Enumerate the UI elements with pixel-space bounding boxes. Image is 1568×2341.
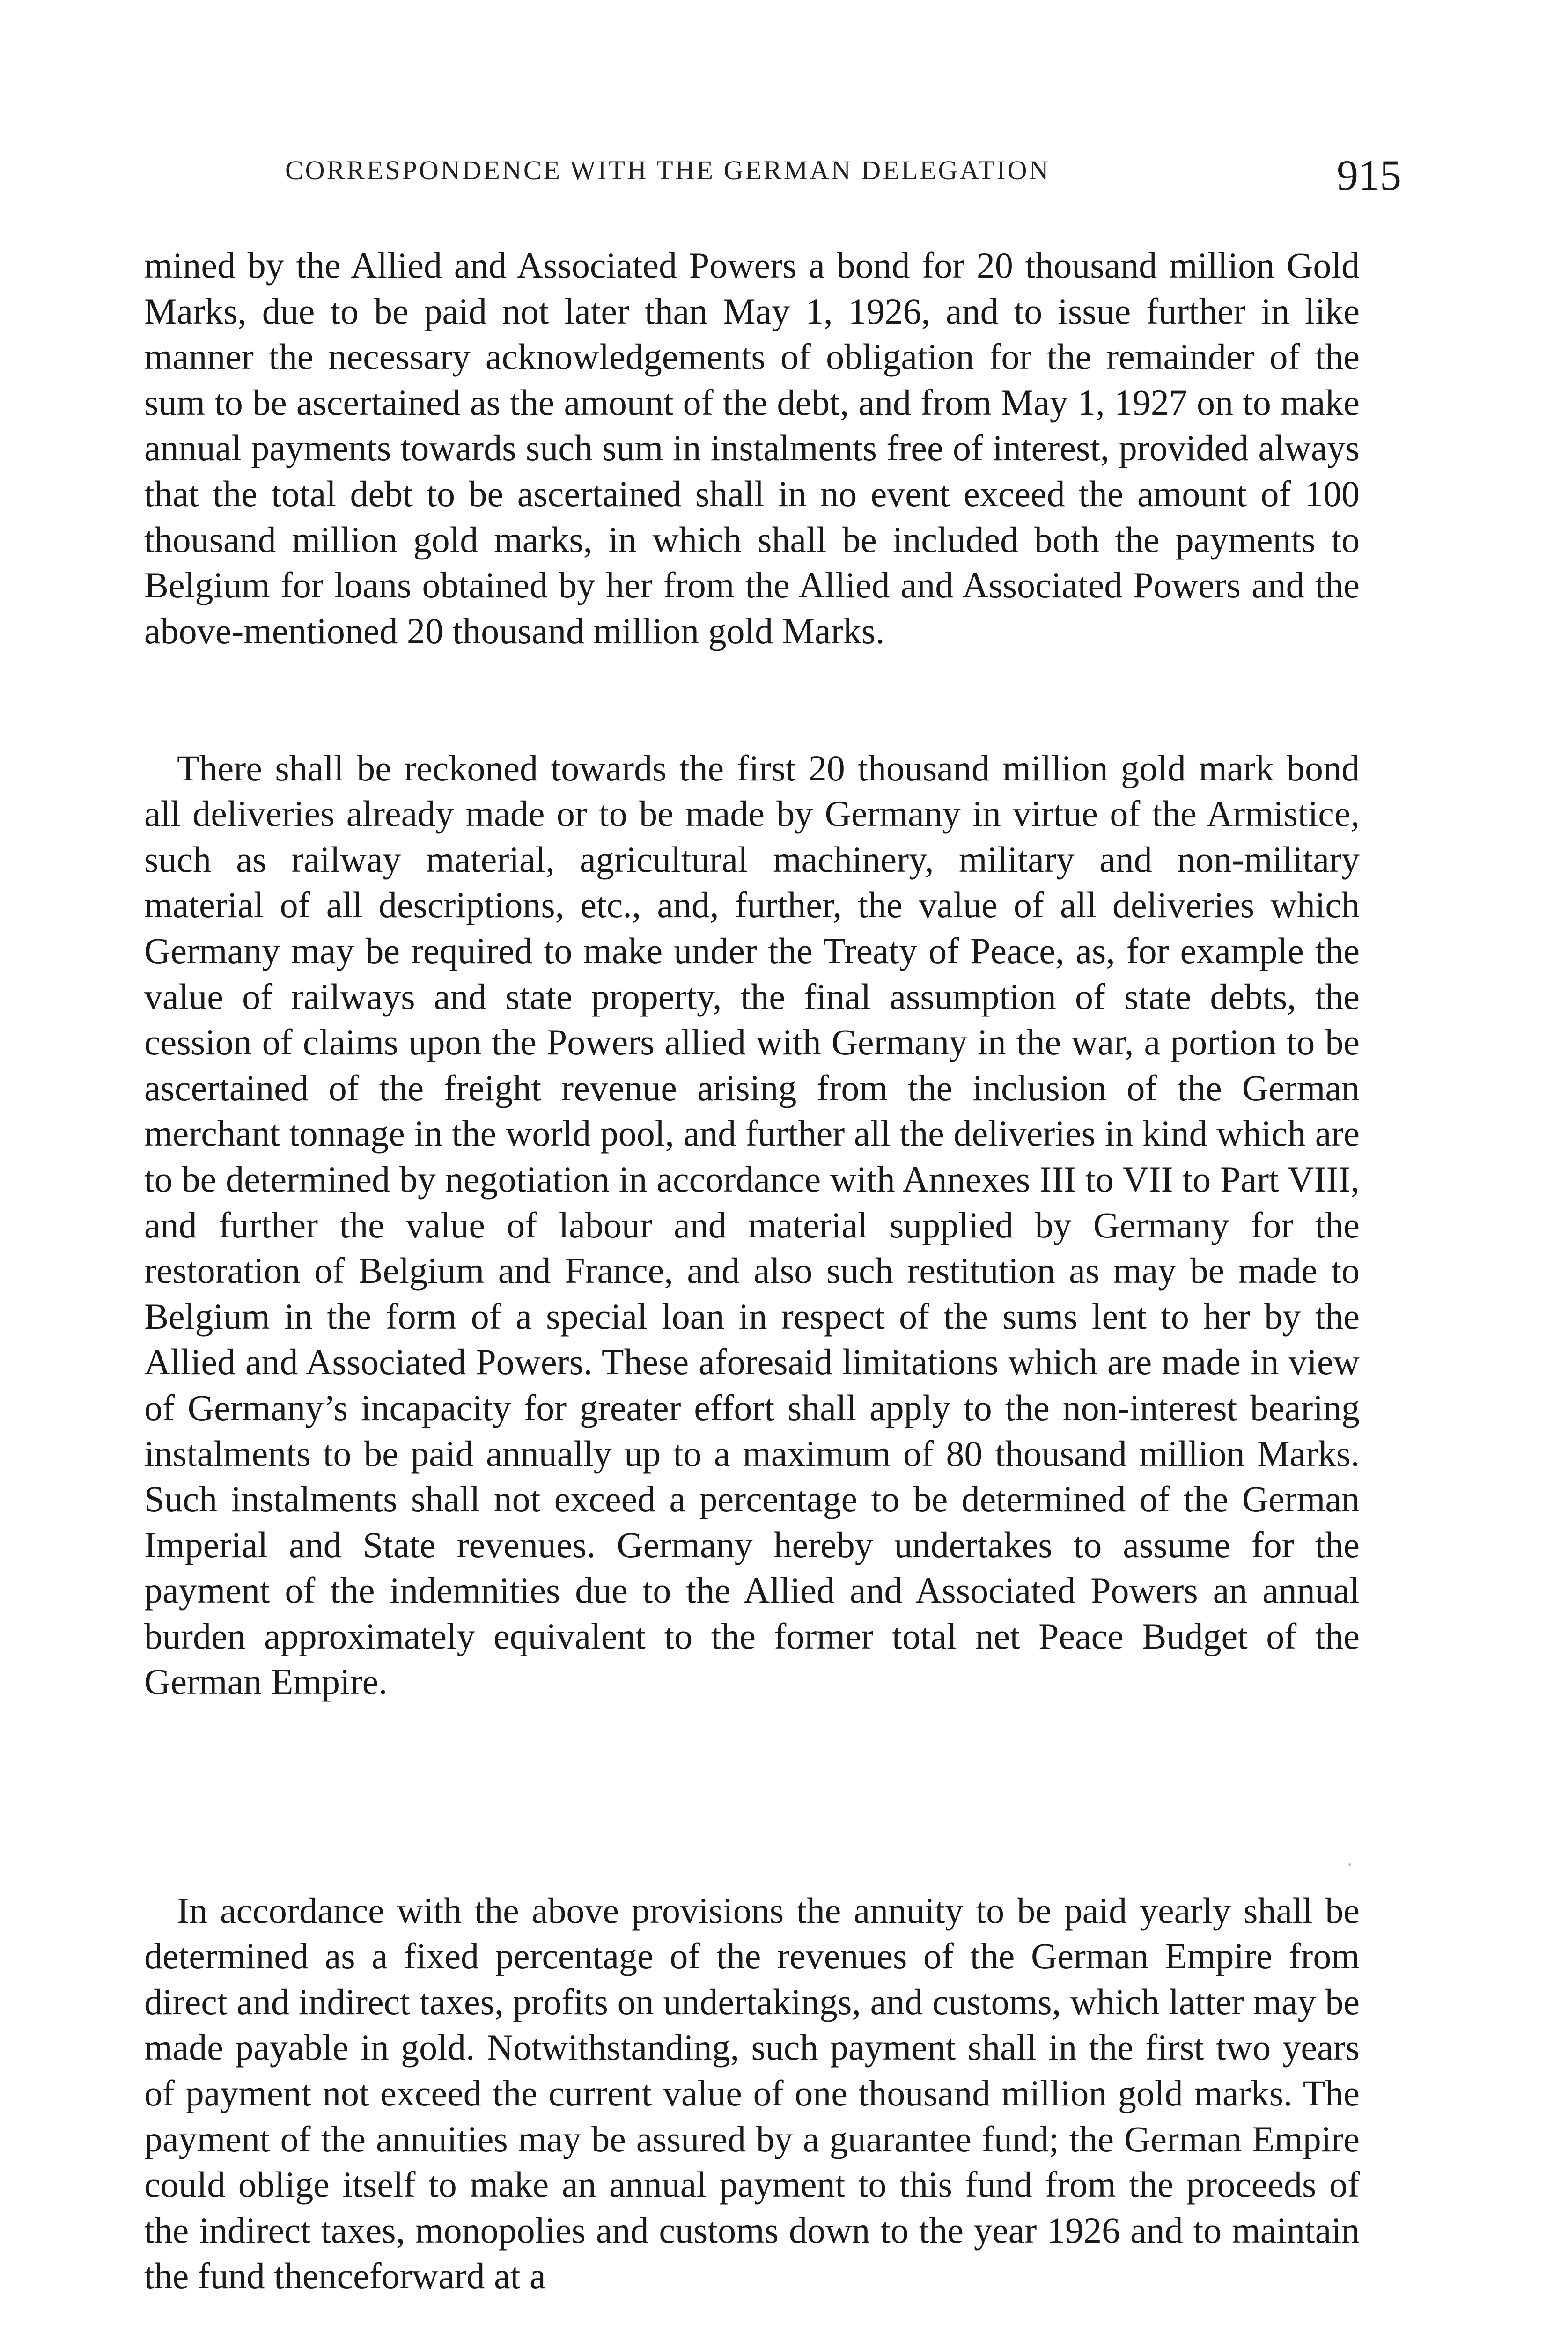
page-number: 915 <box>1337 151 1401 199</box>
paragraph-reckoned-deliveries: There shall be reckoned towards the first 20 thousand million gold mark bond all deliveries already made or to be made by Germany in virtue of the Armistice, such as railway material, agricultural machinery, military and non-military material of all descriptions, etc., and, further, the value of all deliveries which Germany may be required to make under the Treaty of Peace, as, for example the value of railways and state property, the final assumption of state debts, the cession of claims upon the Powers allied with Germany in the war, a portion to be ascertained of the freight revenue arising from the inclusion of the German merchant tonnage in the world pool, and further all the deliveries in kind which are to be determined by negotiation in accordance with Annexes III to VII to Part VIII, and further the value of labour and material supplied by Germany for the restoration of Belgium and France, and also such restitution as may be made to Belgium in the form of a special loan in respect of the sums lent to her by the Allied and Associated Powers. These aforesaid limitations which are made in view of Germany’s incapacity for greater effort shall apply to the non-interest bearing instalments to be paid annually up to a maximum of 80 thousand million Marks. Such instalments shall not exceed a percentage to be determined of the German Imperial and State revenues. Germany hereby undertakes to assume for the payment of the indemnities due to the Allied and Associated Powers an annual burden approximately equivalent to the former total net Peace Budget of the German Empire. <box>144 747 1360 1702</box>
paragraph-annuity-provisions: In accordance with the above provisions the annuity to be paid yearly shall be determined as a fixed percentage of the revenues of the German Empire from direct and indirect taxes, profits on undertakings, and customs, which latter may be made payable in gold. Notwithstanding, such payment shall in the first two years of payment not exceed the current value of one thousand million gold marks. The payment of the annuities may be assured by a guarantee fund; the German Empire could oblige itself to make an annual payment to this fund from the proceeds of the indirect taxes, monopolies and customs down to the year 1926 and to maintain the fund thenceforward at a <box>144 1890 1360 2297</box>
body-text <box>144 243 1360 2341</box>
running-head: CORRESPONDENCE WITH THE GERMAN DELEGATION <box>285 155 1051 185</box>
paragraph-continuation: mined by the Allied and Associated Powers a bond for 20 thousand million Gold Marks, due to be paid not later than May 1, 1926, and to issue further in like manner the necessary acknowledgements of obligation for the remainder of the sum to be ascertained as the amount of the debt, and from May 1, 1927 on to make annual payments towards such sum in instalments free of interest, provided always that the total debt to be ascertained shall in no event exceed the amount of 100 thousand million gold marks, in which shall be included both the payments to Belgium for loans obtained by her from the Allied and Associated Powers and the above-mentioned 20 thousand million gold Marks. <box>144 245 1360 651</box>
paper-speck <box>1348 1863 1351 1866</box>
